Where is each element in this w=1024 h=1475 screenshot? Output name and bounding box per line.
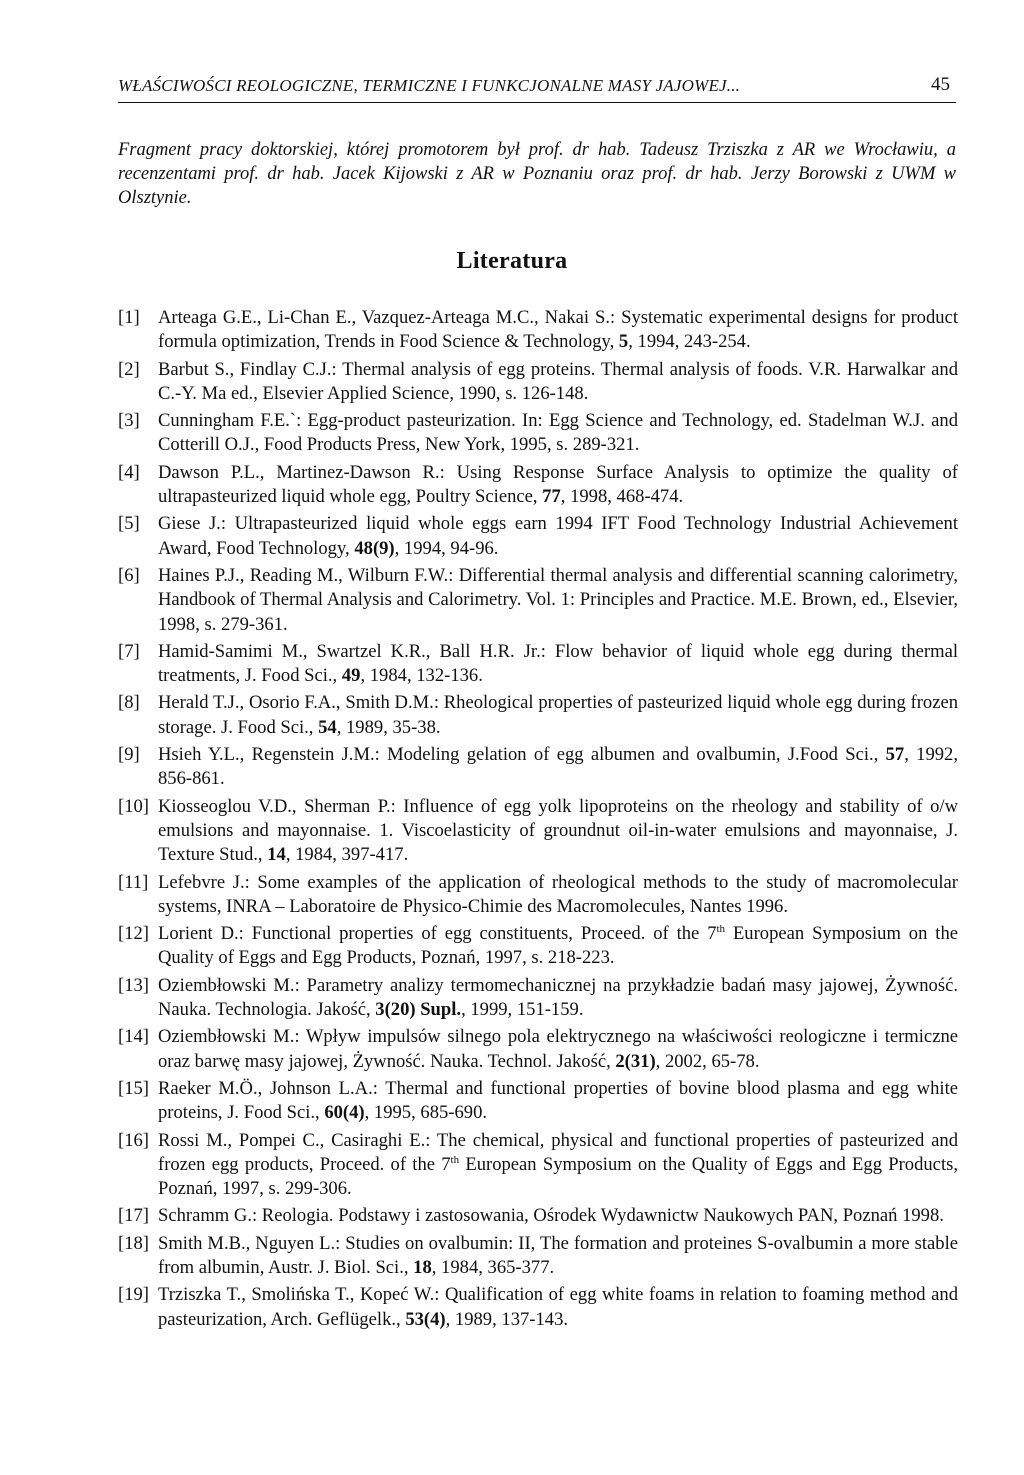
volume-number: 5 [618,331,629,353]
reference-item [118,922,958,971]
reference-number: [6] [118,564,140,586]
reference-text [158,1283,958,1332]
reference-tail: , 1994, 243-254. [628,331,751,353]
reference-body-cont: European Symposium on the Quality of Eggs and Egg Products, Poznań, 1997, s. 299-306. [158,1153,958,1200]
reference-item [118,1077,958,1126]
reference-body: Cunningham F.E.`: Egg-product pasteurization. In: Egg Science and Technology, ed. Stadelman W.J. and Cotterill O.J., Food Products Press, New York, 1995, s. 289-321. [158,410,958,456]
reference-number: [4] [118,461,140,483]
reference-item [118,1232,958,1281]
reference-body: Oziembłowski M.: Parametry analizy termomechanicznej na przykładzie badań masy jajowej, Żywność. Nauka. Technologia. Jakość, [158,974,958,1021]
reference-text [158,1129,958,1202]
reference-number: [1] [118,307,140,328]
reference-item [118,691,958,740]
reference-number: [5] [118,513,140,535]
reference-number: [7] [118,640,140,662]
volume-number: 49 [341,665,361,687]
reference-body: Trziszka T., Smolińska T., Kopeć W.: Qualification of egg white foams in relation to foaming method and pasteurization, Arch. Geflügelk., [158,1284,958,1330]
reference-item [118,795,958,868]
reference-tail: , 1984, 397-417. [285,844,409,866]
reference-text [158,640,958,689]
volume-number: 18 [413,1256,432,1278]
volume-number: 54 [318,716,337,738]
reference-text [158,409,958,458]
reference-number: [18] [118,1232,149,1254]
reference-text [158,512,958,561]
reference-tail: , 1992, 856-861. [158,744,958,790]
reference-body: Arteaga G.E., Li-Chan E., Vazquez-Arteaga M.C., Nakai S.: Systematic experimental designs for product formula optimization, Trends in Food Science & Technology, [158,307,958,353]
reference-text [158,795,958,868]
reference-body: Barbut S., Findlay C.J.: Thermal analysis of egg proteins. Thermal analysis of foods. V.R. Harwalkar and C.-Y. Ma ed., Elsevier Applied Science, 1990, s. 126-148. [158,358,958,404]
reference-number: [11] [118,871,149,893]
reference-number: [17] [118,1205,149,1227]
reference-item [118,1129,958,1202]
reference-item [118,743,958,792]
reference-number: [8] [118,692,140,714]
reference-text [158,691,958,740]
reference-tail: , 1994, 94-96. [394,537,499,559]
reference-item [118,358,958,407]
reference-number: [3] [118,410,140,432]
volume-number: 60(4) [324,1102,365,1124]
reference-body: Giese J.: Ultrapasteurized liquid whole eggs earn 1994 IFT Food Technology Industrial Achievement Award, Food Technology, [158,513,958,559]
reference-body: Hsieh Y.L., Regenstein J.M.: Modeling gelation of egg albumen and ovalbumin, J.Food Sci., [158,744,886,766]
reference-item [118,1283,958,1332]
ordinal-superscript: th [450,1153,460,1166]
reference-body: Kiosseoglou V.D., Sherman P.: Influence of egg yolk lipoproteins on the rheology and stability of o/w emulsions and mayonnaise. 1. Viscoelasticity of groundnut oil-in-water emulsions and mayonnaise, J. Texture Stud., [158,795,958,866]
page-number: 45 [931,74,950,95]
reference-body: Lorient D.: Functional properties of egg constituents, Proceed. of the 7 [158,923,717,945]
volume-number: 77 [542,486,561,508]
reference-body-cont: European Symposium on the Quality of Eggs and Egg Products, Poznań, 1997, s. 218-223. [158,923,958,969]
reference-tail: , 2002, 65-78. [655,1050,760,1072]
reference-item [118,1204,958,1228]
reference-number: [9] [118,744,140,766]
reference-text [158,1077,958,1126]
reference-text [158,461,958,510]
reference-body: Smith M.B., Nguyen L.: Studies on ovalbumin: II, The formation and proteines S-ovalbumin a more stable from albumin, Austr. J. Biol. Sci., [158,1232,958,1278]
reference-tail: , 1999, 151-159. [461,999,584,1021]
volume-number: 2(31) [615,1050,656,1072]
reference-text [158,1025,958,1074]
reference-body: Lefebvre J.: Some examples of the application of rheological methods to the study of macromolecular systems, INRA – Laboratoire de Physico-Chimie des Macromolecules, Nantes 1996. [158,871,958,917]
reference-body: Rossi M., Pompei C., Casiraghi E.: The chemical, physical and functional properties of pasteurized and frozen egg products, Proceed. of the 7 [158,1129,958,1175]
running-header [118,72,956,103]
reference-text [158,306,958,355]
reference-item [118,974,958,1023]
volume-number: 48(9) [354,537,395,559]
reference-item [118,512,958,561]
reference-text [158,1232,958,1281]
reference-body: Schramm G.: Reologia. Podstawy i zastosowania, Ośrodek Wydawnictw Naukowych PAN, Poznań 1998. [158,1205,944,1227]
reference-item [118,461,958,510]
reference-text [158,743,958,792]
reference-number: [2] [118,358,140,380]
reference-item [118,871,958,920]
reference-body: Dawson P.L., Martinez-Dawson R.: Using Response Surface Analysis to optimize the quality of ultrapasteurized liquid whole egg, Poultry Science, [158,461,958,508]
volume-number: 57 [885,744,905,766]
reference-list [118,306,958,1335]
reference-item [118,1025,958,1074]
reference-number: [13] [118,974,149,996]
reference-tail: , 1984, 132-136. [360,665,483,687]
reference-text [158,974,958,1023]
volume-number: 3(20) Supl. [375,999,462,1021]
fragment-note: Fragment pracy doktorskiej, której promotorem był prof. dr hab. Tadeusz Trziszka z AR we Wrocławiu, a recenzentami prof. dr hab. Jacek Kijowski z AR w Poznaniu oraz prof. dr hab. Jerzy Borowski z UWM w Olsztynie. [118,140,956,208]
reference-body: Oziembłowski M.: Wpływ impulsów silnego pola elektrycznego na właściwości reologiczne i termiczne oraz barwę masy jajowej, Żywność. Nauka. Technol. Jakość, [158,1026,958,1072]
reference-item [118,564,958,637]
reference-text [158,358,958,407]
reference-text [158,871,958,920]
running-title: WŁAŚCIWOŚCI REOLOGICZNE, TERMICZNE I FUNKCJONALNE MASY JAJOWEJ... [118,76,741,95]
reference-number: [15] [118,1077,149,1099]
ordinal-superscript: th [716,923,726,936]
reference-tail: , 1998, 468-474. [560,486,684,508]
reference-tail: , 1984, 365-377. [431,1256,555,1278]
reference-tail: , 1995, 685-690. [364,1102,488,1124]
reference-tail: , 1989, 35-38. [336,716,441,738]
reference-number: [12] [118,923,149,945]
reference-body: Herald T.J., Osorio F.A., Smith D.M.: Rheological properties of pasteurized liquid whole egg during frozen storage. J. Food Sci., [158,692,958,738]
reference-body: Raeker M.Ö., Johnson L.A.: Thermal and functional properties of bovine blood plasma and egg white proteins, J. Food Sci., [158,1077,958,1124]
reference-number: [10] [118,795,149,817]
volume-number: 14 [267,844,286,866]
reference-body: Haines P.J., Reading M., Wilburn F.W.: Differential thermal analysis and differential scanning calorimetry, Handbook of Thermal Analysis and Calorimetry. Vol. 1: Principles and Practice. M.E. Brown, ed., Elsevier, 1998, s. 279-361. [158,564,958,635]
reference-number: [19] [118,1284,149,1306]
reference-text [158,922,958,971]
section-title: Literatura [456,248,568,274]
reference-number: [14] [118,1026,149,1048]
reference-item [118,640,958,689]
volume-number: 53(4) [405,1308,446,1330]
reference-tail: , 1989, 137-143. [445,1308,569,1330]
reference-item [118,409,958,458]
reference-item [118,306,958,355]
reference-number: [16] [118,1129,149,1151]
reference-text [158,1204,958,1228]
reference-text [158,564,958,637]
reference-body: Hamid-Samimi M., Swartzel K.R., Ball H.R. Jr.: Flow behavior of liquid whole egg during thermal treatments, J. Food Sci., [158,640,958,687]
